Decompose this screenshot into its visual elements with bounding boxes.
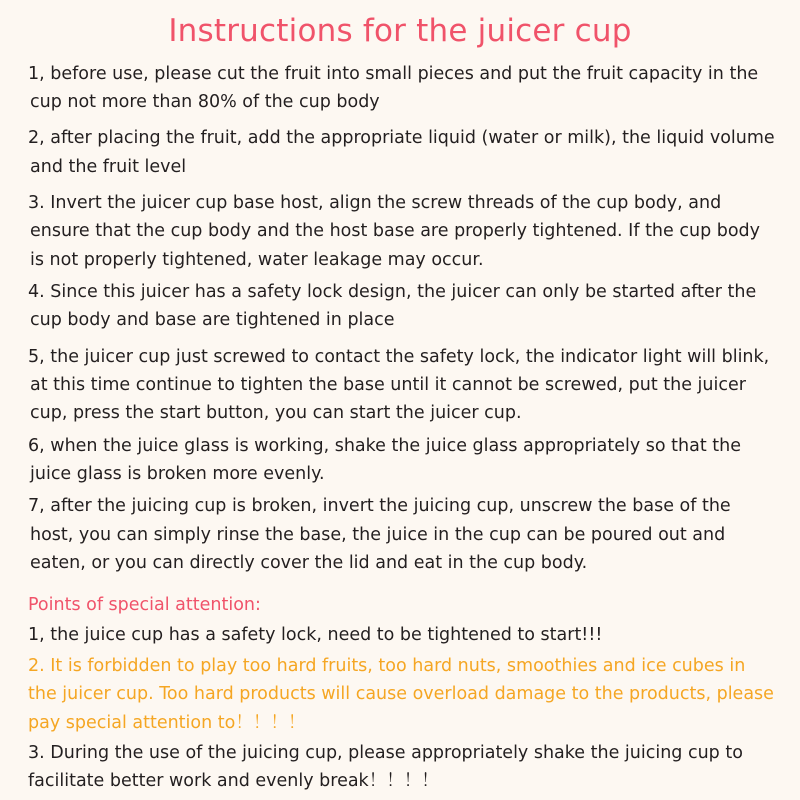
attention-heading: Points of special attention:: [28, 595, 261, 616]
attention-note-3: 3. During the use of the juicing cup, please appropriately shake the juicing cup to facilitate better work and evenly break！！！！: [28, 742, 743, 792]
list-item: 1, before use, please cut the fruit into small pieces and put the fruit capacity in the cup not more than 80% of the cup body: [28, 63, 759, 112]
list-item: 6, when the juice glass is working, shake the juice glass appropriately so that the juice glass is broken more evenly.: [28, 435, 741, 485]
list-item: 4. Since this juicer has a safety lock design, the juicer can only be started after the cup body and base are tightened in place: [28, 282, 757, 331]
attention-note-1: 1, the juice cup has a safety lock, need to be tightened to start!!!: [28, 625, 603, 646]
attention-note-2: 2. It is forbidden to play too hard fruits, too hard nuts, smoothies and ice cubes in the juicer cup. Too hard products will cause overload damage to the products, please pay special attention to！！！！: [28, 655, 774, 733]
list-item: 2, after placing the fruit, add the appropriate liquid (water or milk), the liquid volume and the fruit level: [28, 128, 775, 177]
special-attention-section: [22, 591, 778, 795]
list-item: 7, after the juicing cup is broken, invert the juicing cup, unscrew the base of the host, you can simply rinse the base, the juice in the cup can be poured out and eaten, or you can directly cover the lid and eat in the cup body.: [28, 496, 731, 574]
page-title: Instructions for the juicer cup: [168, 13, 632, 49]
list-item: 3. Invert the juicer cup base host, align the screw threads of the cup body, and ensure that the cup body and the host base are properly tightened. If the cup body is not properly tightened, water leakage may occur.: [28, 193, 761, 270]
list-item: 5, the juicer cup just screwed to contact the safety lock, the indicator light will blink, at this time continue to tighten the base until it cannot be screwed, put the juicer cup, press the start button, you can start the juicer cup.: [28, 346, 770, 424]
instruction-list: [22, 60, 778, 578]
